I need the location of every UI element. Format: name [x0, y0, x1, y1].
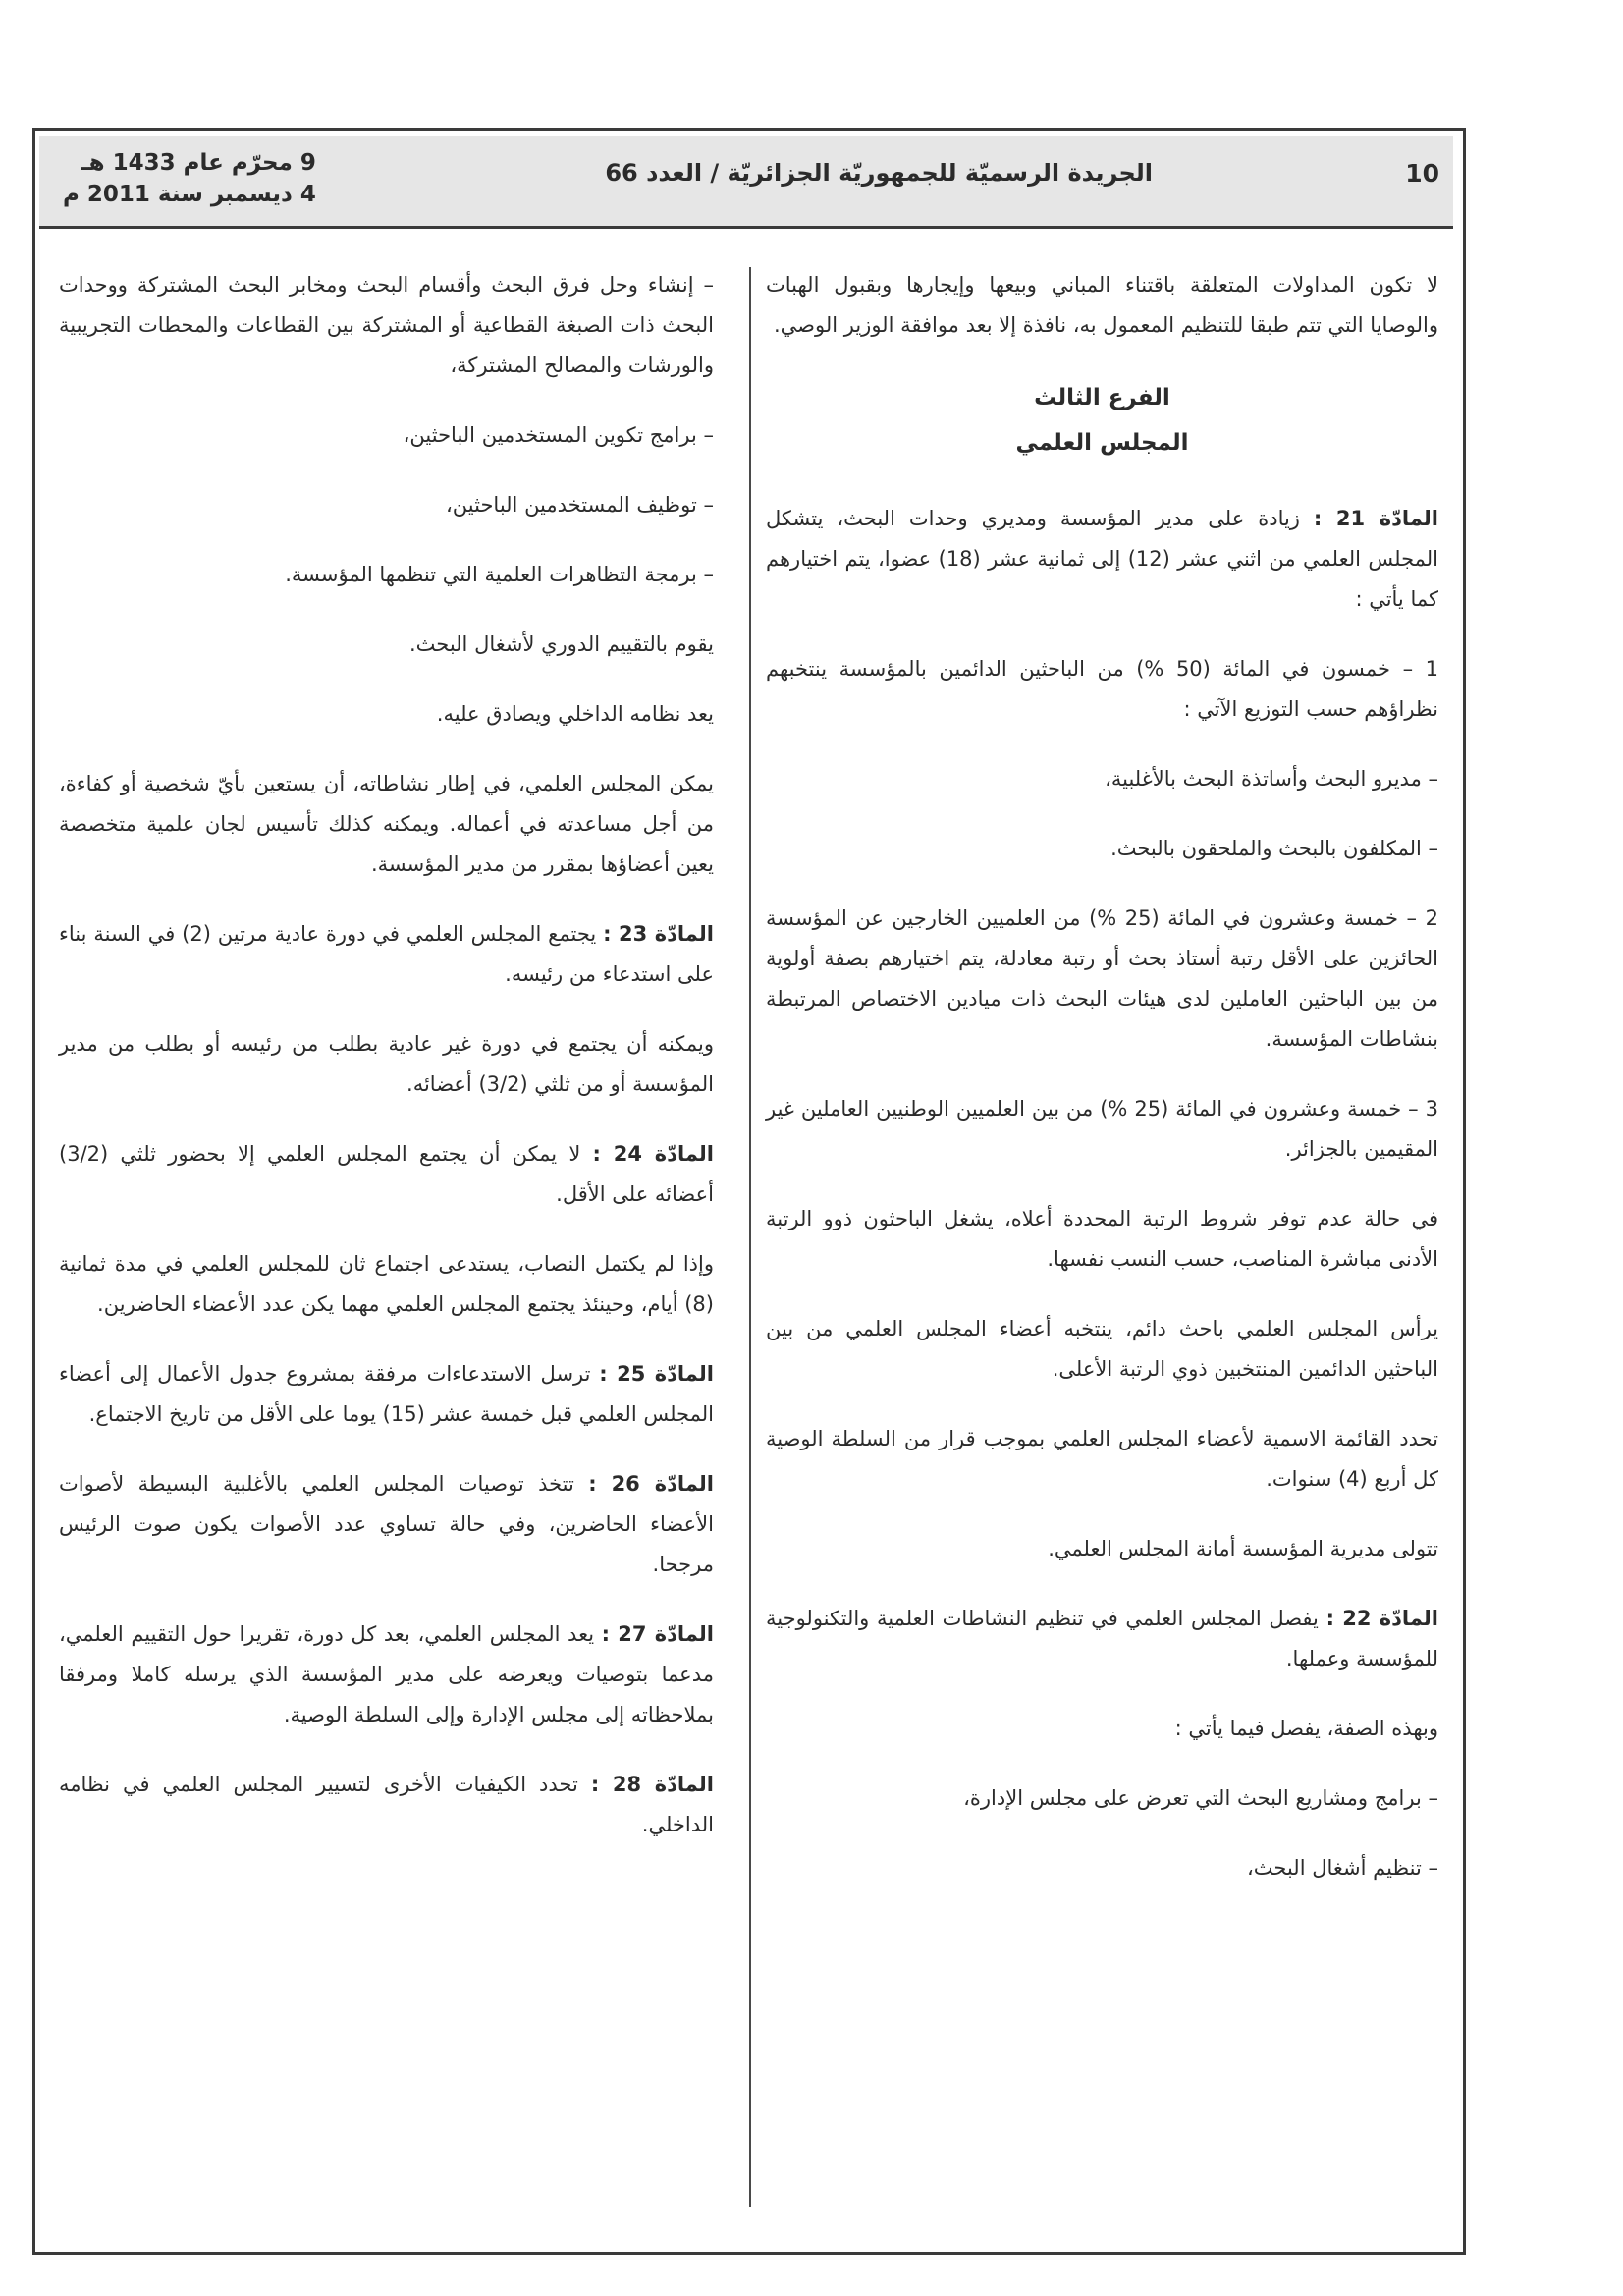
page-number: 10 — [1405, 159, 1439, 188]
paragraph: تحدد القائمة الاسمية لأعضاء المجلس العلمي بموجب قرار من السلطة الوصية كل أربع (4) سنوات. — [766, 1427, 1438, 1491]
article-26 — [59, 1464, 714, 1585]
list-subitem: – مديرو البحث وأساتذة البحث بالأغلبية، — [1105, 767, 1438, 791]
article-22 — [766, 1599, 1438, 1679]
list-item: – إنشاء وحل فرق البحث وأقسام البحث ومخابر البحث المشتركة ووحدات البحث ذات الصبغة القطاعية أو المشتركة بين القطاعات والمحطات التجريبية والورشات والمصالح المشتركة، — [59, 273, 714, 377]
list-item: 1 – خمسون في المائة (50 %) من الباحثين الدائمين بالمؤسسة ينتخبهم نظراؤهم حسب التوزيع الآتي : — [766, 657, 1438, 721]
left-column — [59, 265, 714, 1875]
article-label: المادّة 24 : — [592, 1142, 714, 1166]
paragraph: وإذا لم يكتمل النصاب، يستدعى اجتماع ثان للمجلس العلمي في مدة ثمانية (8) أيام، وحينئذ يجتمع المجلس العلمي مهما يكن عدد الأعضاء الحاضرين. — [59, 1252, 714, 1316]
article-label: المادّة 27 : — [601, 1622, 714, 1646]
paragraph: يرأس المجلس العلمي باحث دائم، ينتخبه أعضاء المجلس العلمي من بين الباحثين الدائمين المنتخبين ذوي الرتبة الأعلى. — [766, 1317, 1438, 1381]
hijri-date: 9 محرّم عام 1433 هـ — [81, 150, 316, 176]
right-column — [766, 265, 1438, 1918]
paragraph: تتولى مديرية المؤسسة أمانة المجلس العلمي. — [1048, 1537, 1438, 1560]
section-heading — [766, 375, 1438, 465]
article-text: لا يمكن أن يجتمع المجلس العلمي إلا بحضور ثلثي (3/2) أعضائه على الأقل. — [59, 1142, 714, 1206]
article-text: يعد المجلس العلمي، بعد كل دورة، تقريرا حول التقييم العلمي، مدعما بتوصيات ويعرضه على مدير المؤسسة الذي يرسله كاملا ومرفقا بملاحظاته إلى مجلس الإدارة وإلى السلطة الوصية. — [59, 1622, 714, 1726]
article-text: ترسل الاستدعاءات مرفقة بمشروع جدول الأعمال إلى أعضاء المجلس العلمي قبل خمسة عشر (15) يوما على الأقل من تاريخ الاجتماع. — [59, 1362, 714, 1426]
article-text: يفصل المجلس العلمي في تنظيم النشاطات العلمية والتكنولوجية للمؤسسة وعملها. — [766, 1607, 1438, 1670]
list-item: – توظيف المستخدمين الباحثين، — [446, 493, 714, 517]
list-item: – برامج تكوين المستخدمين الباحثين، — [403, 423, 714, 447]
issue-date — [63, 147, 316, 210]
paragraph: وبهذه الصفة، يفصل فيما يأتي : — [1174, 1717, 1438, 1740]
article-text: زيادة على مدير المؤسسة ومديري وحدات البحث، يتشكل المجلس العلمي من اثني عشر (12) إلى ثمانية عشر (18) عضوا، يتم اختيارهم كما يأتي : — [766, 507, 1438, 611]
article-label: المادّة 21 : — [1313, 507, 1438, 530]
paragraph: يمكن المجلس العلمي، في إطار نشاطاته، أن يستعين بأيّ شخصية أو كفاءة، من أجل مساعدته في أعماله. ويمكنه كذلك تأسيس لجان علمية متخصصة يعين أعضاؤها بمقرر من مدير المؤسسة. — [59, 772, 714, 876]
list-subitem: – المكلفون بالبحث والملحقون بالبحث. — [1110, 837, 1438, 860]
list-item: 3 – خمسة وعشرون في المائة (25 %) من بين العلميين الوطنيين العاملين غير المقيمين بالجزائر. — [766, 1097, 1438, 1161]
paragraph: ويمكنه أن يجتمع في دورة غير عادية بطلب من رئيسه أو بطلب من مدير المؤسسة أو من ثلثي (3/2) أعضائه. — [59, 1032, 714, 1096]
gazette-title: الجريدة الرسميّة للجمهوريّة الجزائريّة / العدد 66 — [605, 159, 1153, 187]
article-label: المادّة 25 : — [599, 1362, 714, 1386]
article-label: المادّة 26 : — [588, 1472, 714, 1496]
gregorian-date: 4 ديسمبر سنة 2011 م — [63, 182, 316, 207]
page-header — [39, 136, 1453, 229]
paragraph: في حالة عدم توفر شروط الرتبة المحددة أعلاه، يشغل الباحثون ذوو الرتبة الأدنى مباشرة المناصب، حسب النسب نفسها. — [766, 1207, 1438, 1271]
list-item: 2 – خمسة وعشرون في المائة (25 %) من العلميين الخارجين عن المؤسسة الحائزين على الأقل رتبة أستاذ بحث أو رتبة معادلة، يتم اختيارهم بصفة أولوية من بين الباحثين العاملين لدى هيئات البحث ذات ميادين الاختصاص المرتبطة بنشاطات المؤسسة. — [766, 906, 1438, 1051]
column-divider — [749, 267, 751, 2207]
paragraph: يقوم بالتقييم الدوري لأشغال البحث. — [408, 632, 714, 656]
article-text: يجتمع المجلس العلمي في دورة عادية مرتين (2) في السنة بناء على استدعاء من رئيسه. — [59, 922, 714, 986]
article-25 — [59, 1354, 714, 1435]
article-23 — [59, 914, 714, 995]
article-28 — [59, 1765, 714, 1845]
section-subtitle: المجلس العلمي — [1015, 430, 1189, 456]
article-label: المادّة 23 : — [603, 922, 714, 946]
article-label: المادّة 22 : — [1325, 1607, 1438, 1630]
list-item: – برامج ومشاريع البحث التي تعرض على مجلس الإدارة، — [963, 1786, 1438, 1810]
list-item: – تنظيم أشغال البحث، — [1247, 1856, 1438, 1880]
section-title: الفرع الثالث — [1034, 385, 1170, 410]
article-text: تحدد الكيفيات الأخرى لتسيير المجلس العلمي في نظامه الداخلي. — [59, 1773, 714, 1836]
paragraph: يعد نظامه الداخلي ويصادق عليه. — [436, 702, 714, 726]
list-item: – برمجة التظاهرات العلمية التي تنظمها المؤسسة. — [285, 563, 714, 586]
article-label: المادّة 28 : — [590, 1773, 714, 1796]
article-text: تتخذ توصيات المجلس العلمي بالأغلبية البسيطة لأصوات الأعضاء الحاضرين، وفي حالة تساوي عدد الأصوات يكون صوت الرئيس مرجحا. — [59, 1472, 714, 1576]
article-24 — [59, 1134, 714, 1215]
paragraph: لا تكون المداولات المتعلقة باقتناء المباني وبيعها وإيجارها وبقبول الهبات والوصايا التي تتم طبقا للتنظيم المعمول به، نافذة إلا بعد موافقة الوزير الوصي. — [766, 273, 1438, 337]
article-27 — [59, 1614, 714, 1735]
article-21 — [766, 499, 1438, 620]
